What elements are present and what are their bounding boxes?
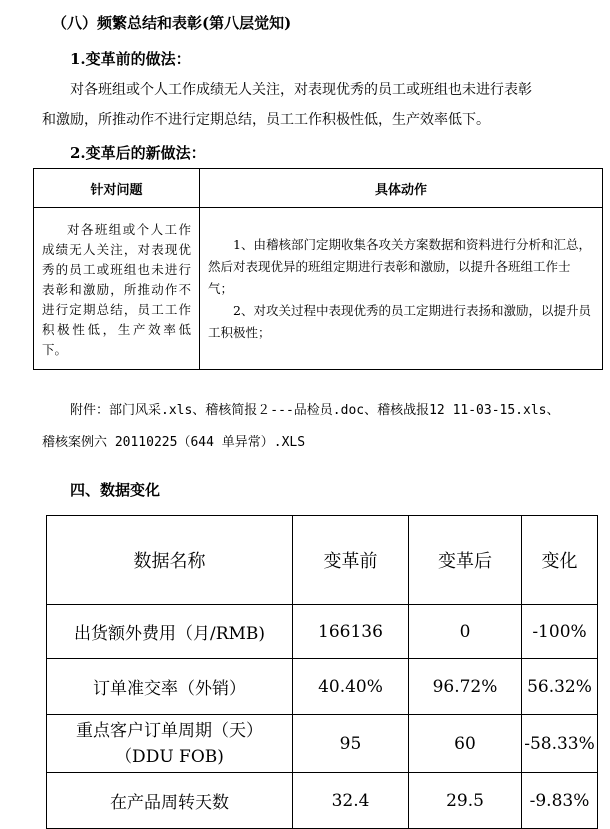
attachment-line1: 附件：部门风采.xls、稽核简报２---品检员.doc、稽核战报12 11-03-15.xls、 <box>70 403 560 418</box>
row-change: -100% <box>522 605 598 659</box>
col-action-header: 具体动作 <box>200 169 603 208</box>
attachment-line2: 稽核案例六 20110225（644 单异常）.XLS <box>42 435 306 450</box>
row-change: -58.33% <box>522 715 598 773</box>
table-row <box>47 605 598 659</box>
action-item-1: 1、由稽核部门定期收集各攻关方案数据和资料进行分析和汇总，然后对表现优异的班组定期进行表彰和激励，以提升各班组工作士气； <box>208 236 591 296</box>
row-name-line1: 重点客户订单周期（天） <box>76 720 263 741</box>
header-after: 变革后 <box>409 516 522 605</box>
row-name: 订单准交率（外销） <box>47 659 293 715</box>
before-text-line1: 对各班组或个人工作成绩无人关注，对表现优秀的员工或班组也未进行表彰 <box>70 82 532 98</box>
data-change-title: 四、数据变化 <box>70 481 161 499</box>
before-heading: 1.变革前的做法： <box>70 50 191 68</box>
before-text-line2: 和激励，所推动作不进行定期总结，员工工作积极性低，生产效率低下。 <box>42 112 490 128</box>
row-change: 56.32% <box>522 659 598 715</box>
after-heading: 2.变革后的新做法： <box>70 144 206 162</box>
header-before: 变革前 <box>293 516 409 605</box>
action-cell <box>200 208 603 370</box>
row-after: 96.72% <box>409 659 522 715</box>
row-name: 出货额外费用（月/RMB) <box>47 605 293 659</box>
row-name <box>47 715 293 773</box>
header-change: 变化 <box>522 516 598 605</box>
row-after: 29.5 <box>409 773 522 829</box>
data-change-table <box>46 515 598 829</box>
row-name-line2: （DDU FOB) <box>115 746 224 767</box>
row-before: 95 <box>293 715 409 773</box>
action-item-2: 2、对攻关过程中表现优秀的员工定期进行表扬和激励，以提升员工积极性； <box>208 302 591 340</box>
practice-table <box>33 168 603 370</box>
col-issue-header: 针对问题 <box>34 169 200 208</box>
table-row <box>47 773 598 829</box>
row-before: 40.40% <box>293 659 409 715</box>
row-after: 0 <box>409 605 522 659</box>
table-row <box>47 715 598 773</box>
row-before: 32.4 <box>293 773 409 829</box>
section-title: （八）频繁总结和表彰(第八层觉知) <box>52 14 292 32</box>
row-name: 在产品周转天数 <box>47 773 293 829</box>
row-before: 166136 <box>293 605 409 659</box>
header-name: 数据名称 <box>47 516 293 605</box>
table-row <box>47 659 598 715</box>
row-after: 60 <box>409 715 522 773</box>
issue-cell: 对各班组或个人工作成绩无人关注，对表现优秀的员工或班组也未进行表彰和激励，所推动作不进行定期总结，员工工作积极性低，生产效率低下。 <box>34 208 200 370</box>
row-change: -9.83% <box>522 773 598 829</box>
